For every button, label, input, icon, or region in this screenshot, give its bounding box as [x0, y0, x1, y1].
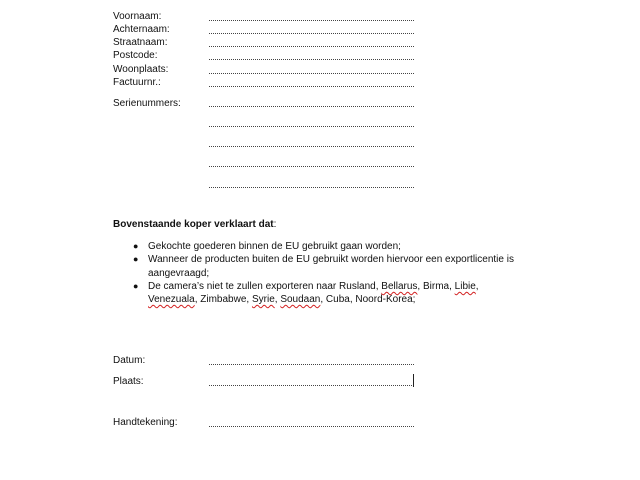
declaration-item-3-part3: , — [475, 280, 479, 292]
list-item — [133, 280, 523, 307]
misspelled-word: Libie — [454, 280, 476, 292]
serial-line-1[interactable] — [209, 106, 414, 107]
woonplaats-label: Woonplaats: — [113, 64, 169, 75]
bullet-icon: ● — [133, 241, 139, 251]
misspelled-word: Soudaan — [280, 294, 321, 306]
list-item — [133, 253, 523, 280]
serial-line-4[interactable] — [209, 166, 414, 167]
text-cursor — [413, 374, 414, 387]
declaration-item-3-part2: , Birma, — [417, 280, 455, 292]
bullet-icon: ● — [133, 280, 139, 291]
declaration-item-3-part6: , Cuba, Noord-Korea; — [320, 294, 416, 306]
serienummers-label: Serienummers: — [113, 98, 181, 109]
achternaam-field-line[interactable] — [209, 33, 414, 34]
datum-field-line[interactable] — [209, 364, 414, 365]
serial-line-2[interactable] — [209, 126, 414, 127]
declaration-item-3-part5: , — [274, 294, 281, 306]
misspelled-word: Bellarus — [381, 280, 418, 292]
misspelled-word: Venezuala — [148, 294, 195, 306]
postcode-label: Postcode: — [113, 50, 158, 61]
factuurnr-field-line[interactable] — [209, 86, 414, 87]
bullet-icon: ● — [133, 254, 139, 265]
declaration-heading — [113, 219, 276, 231]
declaration-list — [133, 240, 523, 306]
misspelled-word: Syrie — [251, 294, 275, 306]
achternaam-label: Achternaam: — [113, 24, 170, 35]
serial-line-5[interactable] — [209, 187, 414, 188]
plaats-label: Plaats: — [113, 376, 144, 387]
declaration-item-3-part4: , Zimbabwe, — [194, 294, 252, 306]
straatnaam-label: Straatnaam: — [113, 37, 168, 48]
voornaam-field-line[interactable] — [209, 20, 414, 21]
declaration-item-3-part1: De camera’s niet te zullen exporteren naar Rusland, — [148, 280, 382, 292]
postcode-field-line[interactable] — [209, 59, 414, 60]
serial-line-3[interactable] — [209, 146, 414, 147]
declaration-item-1: Gekochte goederen binnen de EU gebruikt gaan worden; — [148, 241, 401, 252]
handtekening-label: Handtekening: — [113, 417, 178, 428]
list-item — [133, 240, 523, 253]
voornaam-label: Voornaam: — [113, 11, 162, 22]
straatnaam-field-line[interactable] — [209, 46, 414, 47]
plaats-field-line[interactable] — [209, 385, 414, 386]
declaration-heading-bold: Bovenstaande koper verklaart dat — [113, 219, 274, 230]
datum-label: Datum: — [113, 355, 146, 366]
declaration-item-2: Wanneer de producten buiten de EU gebruikt worden hiervoor een exportlicentie is aangevraagd; — [148, 254, 514, 279]
declaration-heading-colon: : — [273, 219, 277, 230]
woonplaats-field-line[interactable] — [209, 73, 414, 74]
factuurnr-label: Factuurnr.: — [113, 77, 161, 88]
handtekening-field-line[interactable] — [209, 426, 414, 427]
